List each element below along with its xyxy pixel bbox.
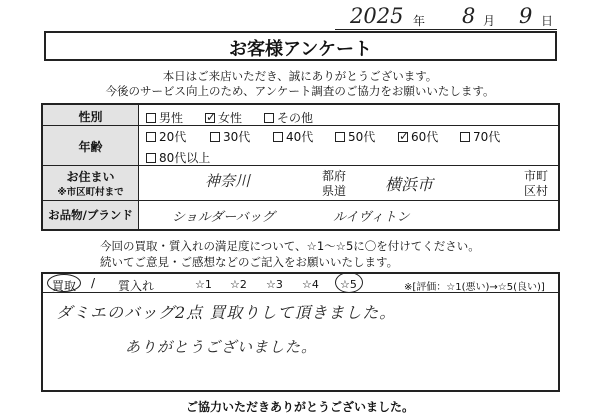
date-day-label: 日 (541, 14, 554, 28)
gender-option-female[interactable]: ✓ 女性 (205, 109, 242, 126)
gender-other-checkbox[interactable] (264, 113, 274, 123)
footer-thanks: ご協力いただきありがとうございました。 (185, 400, 414, 414)
age-70s-checkbox[interactable] (460, 132, 470, 142)
comment-line-2[interactable]: ありがとうございました。 (125, 338, 318, 356)
age-40s-checkbox[interactable] (273, 132, 283, 142)
star-1[interactable]: ☆1 (195, 278, 212, 291)
age-20s-checkbox[interactable] (146, 132, 156, 142)
city-suffix-a: 市町 (524, 169, 549, 183)
intro-line-1: 本日はご来店いただき、誠にありがとうございます。 (162, 69, 438, 83)
age-option-30s[interactable]: 30代 (210, 128, 250, 145)
age-option-50s[interactable]: 50代 (335, 128, 375, 145)
age-option-60s[interactable]: ✓ 60代 (398, 128, 438, 145)
item-category-value[interactable]: ショルダーバッグ (172, 210, 275, 225)
selected-star-circle (335, 272, 363, 293)
age-option-80s-plus[interactable]: 80代以上 (146, 149, 210, 166)
age-option-70s[interactable]: 70代 (460, 128, 500, 145)
intro-line-2: 今後のサービス向上のため、アンケート調査のご協力をお願いいたします。 (105, 84, 495, 98)
age-30s-checkbox[interactable] (210, 132, 220, 142)
date-month: 8 (462, 4, 476, 28)
date-underline (335, 29, 557, 30)
row-divider-3 (43, 200, 558, 201)
gender-option-male[interactable]: 男性 (146, 109, 183, 126)
prefecture-value[interactable]: 神奈川 (205, 172, 251, 190)
star-2[interactable]: ☆2 (230, 278, 247, 291)
date-month-label: 月 (483, 14, 496, 28)
age-label: 年齢 (78, 140, 103, 154)
type-buy-circle (47, 274, 81, 292)
address-sublabel: ※市区町村まで (57, 187, 124, 198)
city-suffix-b: 区村 (524, 184, 549, 198)
age-80s-plus-checkbox[interactable] (146, 153, 156, 163)
age-option-20s[interactable]: 20代 (146, 128, 186, 145)
age-60s-checkbox[interactable] (398, 132, 408, 142)
city-value[interactable]: 横浜市 (385, 175, 434, 194)
star-4[interactable]: ☆4 (302, 278, 319, 291)
date-year: 2025 (350, 4, 404, 28)
rating-scale-note: ※[評価：☆1(悪い)→☆5(良い)] (404, 282, 545, 293)
survey-intro-line-1: 今回の買取・質入れの満足度について、☆1～☆5に〇を付けてください。 (100, 239, 480, 253)
label-divider (138, 105, 139, 229)
star-5[interactable]: ☆5 (340, 278, 357, 291)
address-label: お住まい (66, 170, 115, 184)
type-separator: / (91, 276, 96, 290)
gender-label: 性別 (78, 110, 103, 124)
date-day: 9 (519, 4, 533, 28)
row-divider-2 (43, 165, 558, 166)
type-buy[interactable]: 買取 (52, 279, 77, 293)
item-label: お品物/ブランド (48, 208, 133, 222)
gender-male-checkbox[interactable] (146, 113, 156, 123)
item-brand-value[interactable]: ルイヴィトン (333, 210, 410, 225)
comment-line-1[interactable]: ダミエのバッグ2点 買取りして頂きました。 (56, 303, 397, 322)
type-pawn[interactable]: 質入れ (118, 279, 155, 293)
prefecture-suffix-b: 県道 (322, 184, 347, 198)
gender-option-other[interactable]: その他 (264, 109, 313, 126)
star-3[interactable]: ☆3 (266, 278, 283, 291)
survey-intro-line-2: 続いてご意見・ご感想などのご記入をお願いいたします。 (100, 255, 399, 269)
prefecture-suffix-a: 都府 (322, 169, 347, 183)
age-50s-checkbox[interactable] (335, 132, 345, 142)
gender-female-checkbox[interactable] (205, 113, 215, 123)
date-year-label: 年 (413, 14, 426, 28)
page-title: お客様アンケート (229, 39, 372, 60)
age-option-40s[interactable]: 40代 (273, 128, 313, 145)
